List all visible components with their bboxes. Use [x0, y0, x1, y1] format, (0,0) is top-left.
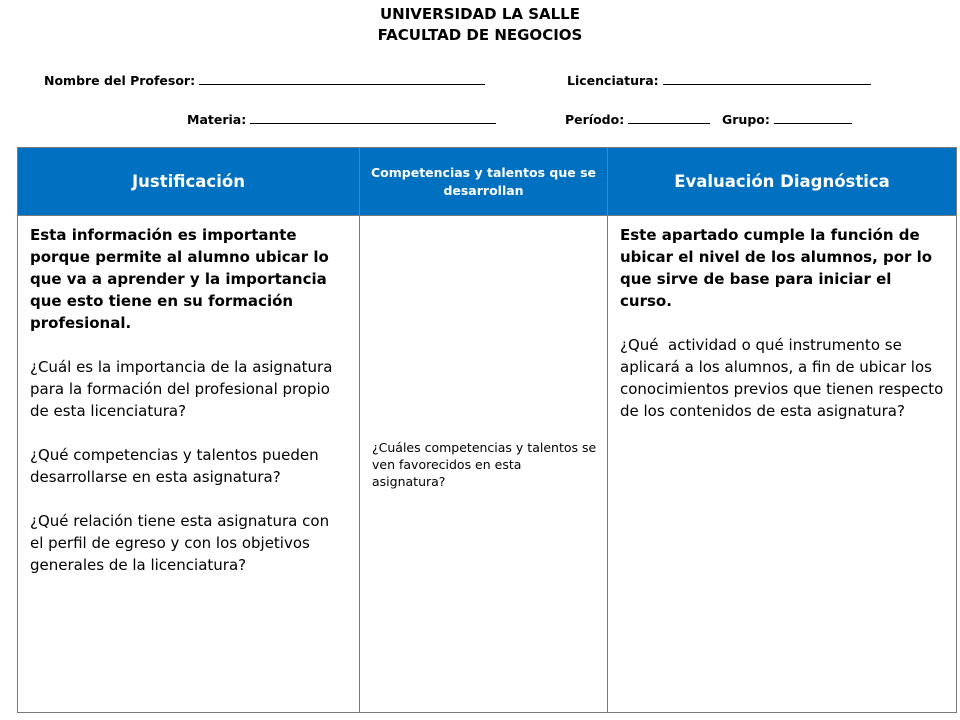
materia-blank[interactable]: [250, 111, 496, 124]
table-body-row: [18, 216, 957, 713]
header-evaluacion: Evaluación Diagnóstica: [608, 148, 957, 216]
table-header-row: [18, 148, 957, 216]
licenciatura-field[interactable]: [567, 72, 871, 89]
cell-competencias[interactable]: [360, 216, 608, 713]
justificacion-question-1: ¿Cuál es la importancia de la asignatura para la formación del profesional propio de esta licenciatura?: [30, 358, 333, 420]
university-title: UNIVERSIDAD LA SALLE: [379, 5, 580, 23]
materia-field[interactable]: [187, 111, 496, 128]
grupo-field[interactable]: [722, 111, 852, 128]
header-justificacion: Justificación: [18, 148, 360, 216]
licenciatura-label: Licenciatura:: [567, 73, 659, 88]
justificacion-intro: Esta información es importante porque permite al alumno ubicar lo que va a aprender y la importancia que esto tiene en su formación profesional.: [30, 226, 329, 332]
header-competencias: Competencias y talentos que se desarrollan: [360, 148, 608, 216]
grupo-label: Grupo:: [722, 112, 770, 127]
cell-evaluacion[interactable]: [608, 216, 957, 713]
form-row-2: [0, 111, 960, 127]
periodo-label: Período:: [565, 112, 625, 127]
periodo-field[interactable]: [565, 111, 710, 128]
materia-label: Materia:: [187, 112, 247, 127]
profesor-label: Nombre del Profesor:: [44, 73, 196, 88]
licenciatura-blank[interactable]: [663, 72, 871, 85]
justificacion-question-2: ¿Qué competencias y talentos pueden desarrollarse en esta asignatura?: [30, 446, 319, 486]
evaluacion-intro: Este apartado cumple la función de ubicar el nivel de los alumnos, por lo que sirve de base para iniciar el curso.: [620, 226, 933, 310]
cell-justificacion[interactable]: [18, 216, 360, 713]
profesor-blank[interactable]: [199, 72, 485, 85]
faculty-title: FACULTAD DE NEGOCIOS: [377, 26, 583, 44]
competencias-question: ¿Cuáles competencias y talentos se ven favorecidos en esta asignatura?: [372, 439, 597, 489]
grupo-blank[interactable]: [774, 111, 852, 124]
planning-table: [17, 147, 957, 713]
justificacion-question-3: ¿Qué relación tiene esta asignatura con el perfil de egreso y con los objetivos generales de la licenciatura?: [30, 512, 330, 574]
form-row-1: [0, 72, 960, 88]
evaluacion-question: ¿Qué actividad o qué instrumento se aplicará a los alumnos, a fin de ubicar los conocimientos previos que tienen respecto de los contenidos de esta asignatura?: [620, 336, 949, 420]
periodo-blank[interactable]: [628, 111, 710, 124]
profesor-field[interactable]: [44, 72, 485, 89]
